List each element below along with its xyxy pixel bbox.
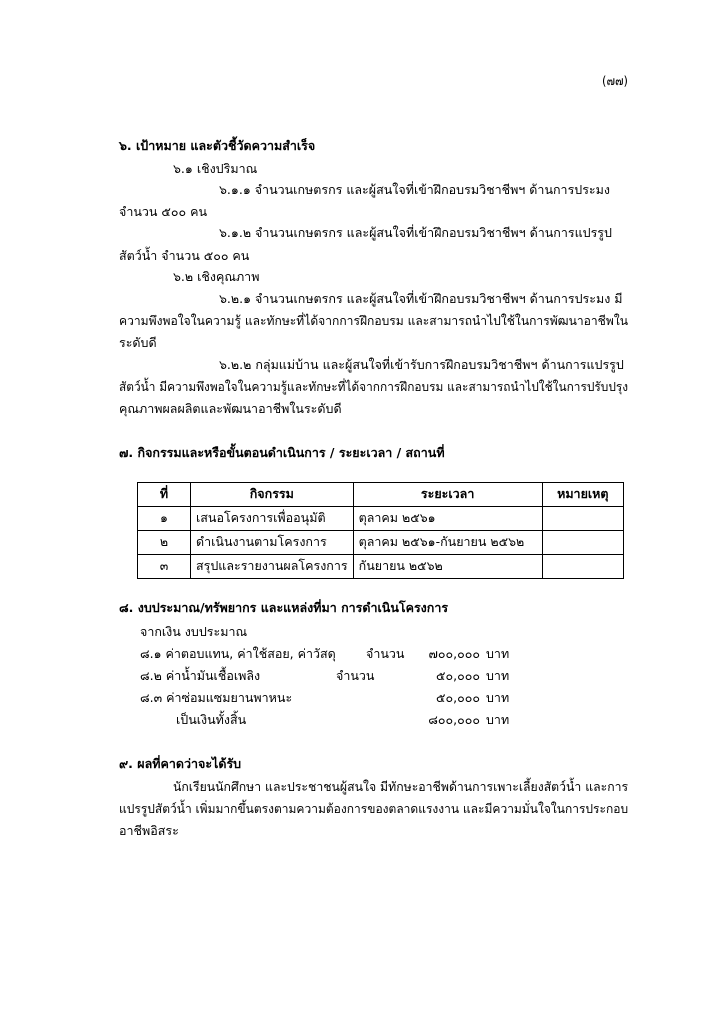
item-6-2-2-line2: สัตว์น้ำ มีความพึงพอใจในความรู้และทักษะที่ได้จากการฝึกอบรม และสามารถนำไปใช้ในการปรับปรุง <box>119 379 629 394</box>
table-cell: กันยายน ๒๕๖๒ <box>353 555 542 579</box>
table-cell <box>542 555 623 579</box>
section6-sub2: ๖.๒ เชิงคุณภาพ <box>173 269 260 284</box>
section7-heading: ๗. กิจกรรมและหรือขั้นตอนดำเนินการ / ระยะเวลา / สถานที่ <box>119 445 445 460</box>
table-cell: สรุปและรายงานผลโครงการ <box>191 555 354 579</box>
table-header-row <box>138 483 624 507</box>
table-cell: ๓ <box>138 555 191 579</box>
budget-item-qty: จำนวน <box>336 668 375 683</box>
item-6-2-2-line3: คุณภาพผลผลิตและพัฒนาอาชีพในระดับดี <box>119 401 342 416</box>
item-6-2-1-line1: ๖.๒.๑ จำนวนเกษตรกร และผู้สนใจที่เข้าฝึกอบรมวิชาชีพฯ ด้านการประมง มี <box>219 291 623 306</box>
activity-table <box>137 482 624 579</box>
table-row <box>138 555 624 579</box>
item-6-1-1-cont: จำนวน ๕๐๐ คน <box>119 204 208 219</box>
budget-item-label: ๘.๑ ค่าตอบแทน, ค่าใช้สอย, ค่าวัสดุ <box>140 646 336 661</box>
column-header: ที่ <box>138 483 191 507</box>
table-row <box>138 531 624 555</box>
table-cell: เสนอโครงการเพื่ออนุมัติ <box>191 507 354 531</box>
budget-item-label: ๘.๓ ค่าซ่อมแซมยานพาหนะ <box>140 690 293 705</box>
item-6-1-1: ๖.๑.๑ จำนวนเกษตรกร และผู้สนใจที่เข้าฝึกอบรมวิชาชีพฯ ด้านการประมง <box>219 182 610 197</box>
item-6-2-2-line1: ๖.๒.๒ กลุ่มแม่บ้าน และผู้สนใจที่เข้ารับการฝึกอบรมวิชาชีพฯ ด้านการแปรรูป <box>219 357 624 372</box>
budget-item-amount: ๕๐,๐๐๐ <box>436 690 480 705</box>
budget-item-qty: จำนวน <box>366 646 405 661</box>
expected-result-line3: อาชีพอิสระ <box>119 823 179 838</box>
item-6-2-1-line2: ความพึงพอใจในความรู้ และทักษะที่ได้จากการฝึกอบรม และสามารถนำไปใช้ในการพัฒนาอาชีพใน <box>119 313 629 328</box>
budget-item-unit: บาท <box>486 646 510 661</box>
budget-total-amount: ๘๐๐,๐๐๐ <box>428 712 480 727</box>
table-cell: ตุลาคม ๒๕๖๑ <box>353 507 542 531</box>
table-cell: ตุลาคม ๒๕๖๑-กันยายน ๒๕๖๒ <box>353 531 542 555</box>
column-header: หมายเหตุ <box>542 483 623 507</box>
page-number: (๗๗) <box>602 73 628 88</box>
expected-result-line2: แปรรูปสัตว์น้ำ เพิ่มมากขึ้นตรงตามความต้องการของตลาดแรงงาน และมีความมั่นใจในการประกอบ <box>119 801 629 816</box>
budget-item-unit: บาท <box>486 668 510 683</box>
budget-item-amount: ๕๐,๐๐๐ <box>436 668 480 683</box>
section6-sub1: ๖.๑ เชิงปริมาณ <box>173 161 258 176</box>
column-header: ระยะเวลา <box>353 483 542 507</box>
budget-item-label: ๘.๒ ค่าน้ำมันเชื้อเพลิง <box>140 668 261 683</box>
item-6-2-1-line3: ระดับดี <box>119 335 157 350</box>
table-row <box>138 507 624 531</box>
item-6-1-2: ๖.๑.๒ จำนวนเกษตรกร และผู้สนใจที่เข้าฝึกอบรมวิชาชีพฯ ด้านการแปรรูป <box>219 225 612 240</box>
table-cell: ๑ <box>138 507 191 531</box>
section9-heading: ๙. ผลที่คาดว่าจะได้รับ <box>119 756 242 771</box>
table-cell <box>542 507 623 531</box>
budget-item-unit: บาท <box>486 690 510 705</box>
budget-total-label: เป็นเงินทั้งสิ้น <box>176 712 247 727</box>
column-header: กิจกรรม <box>191 483 354 507</box>
budget-total-unit: บาท <box>486 712 510 727</box>
section6-heading: ๖. เป้าหมาย และตัวชี้วัดความสำเร็จ <box>119 138 316 153</box>
budget-item-amount: ๗๐๐,๐๐๐ <box>428 646 480 661</box>
table-cell: ดำเนินงานตามโครงการ <box>191 531 354 555</box>
budget-source: จากเงิน งบประมาณ <box>140 624 248 639</box>
section8-heading: ๘. งบประมาณ/ทรัพยากร และแหล่งที่มา การดำเนินโครงการ <box>119 600 449 615</box>
expected-result-line1: นักเรียนนักศึกษา และประชาชนผู้สนใจ มีทักษะอาชีพด้านการเพาะเลี้ยงสัตว์น้ำ และการ <box>173 779 629 794</box>
item-6-1-2-cont: สัตว์น้ำ จำนวน ๕๐๐ คน <box>119 248 250 263</box>
table-cell: ๒ <box>138 531 191 555</box>
table-cell <box>542 531 623 555</box>
